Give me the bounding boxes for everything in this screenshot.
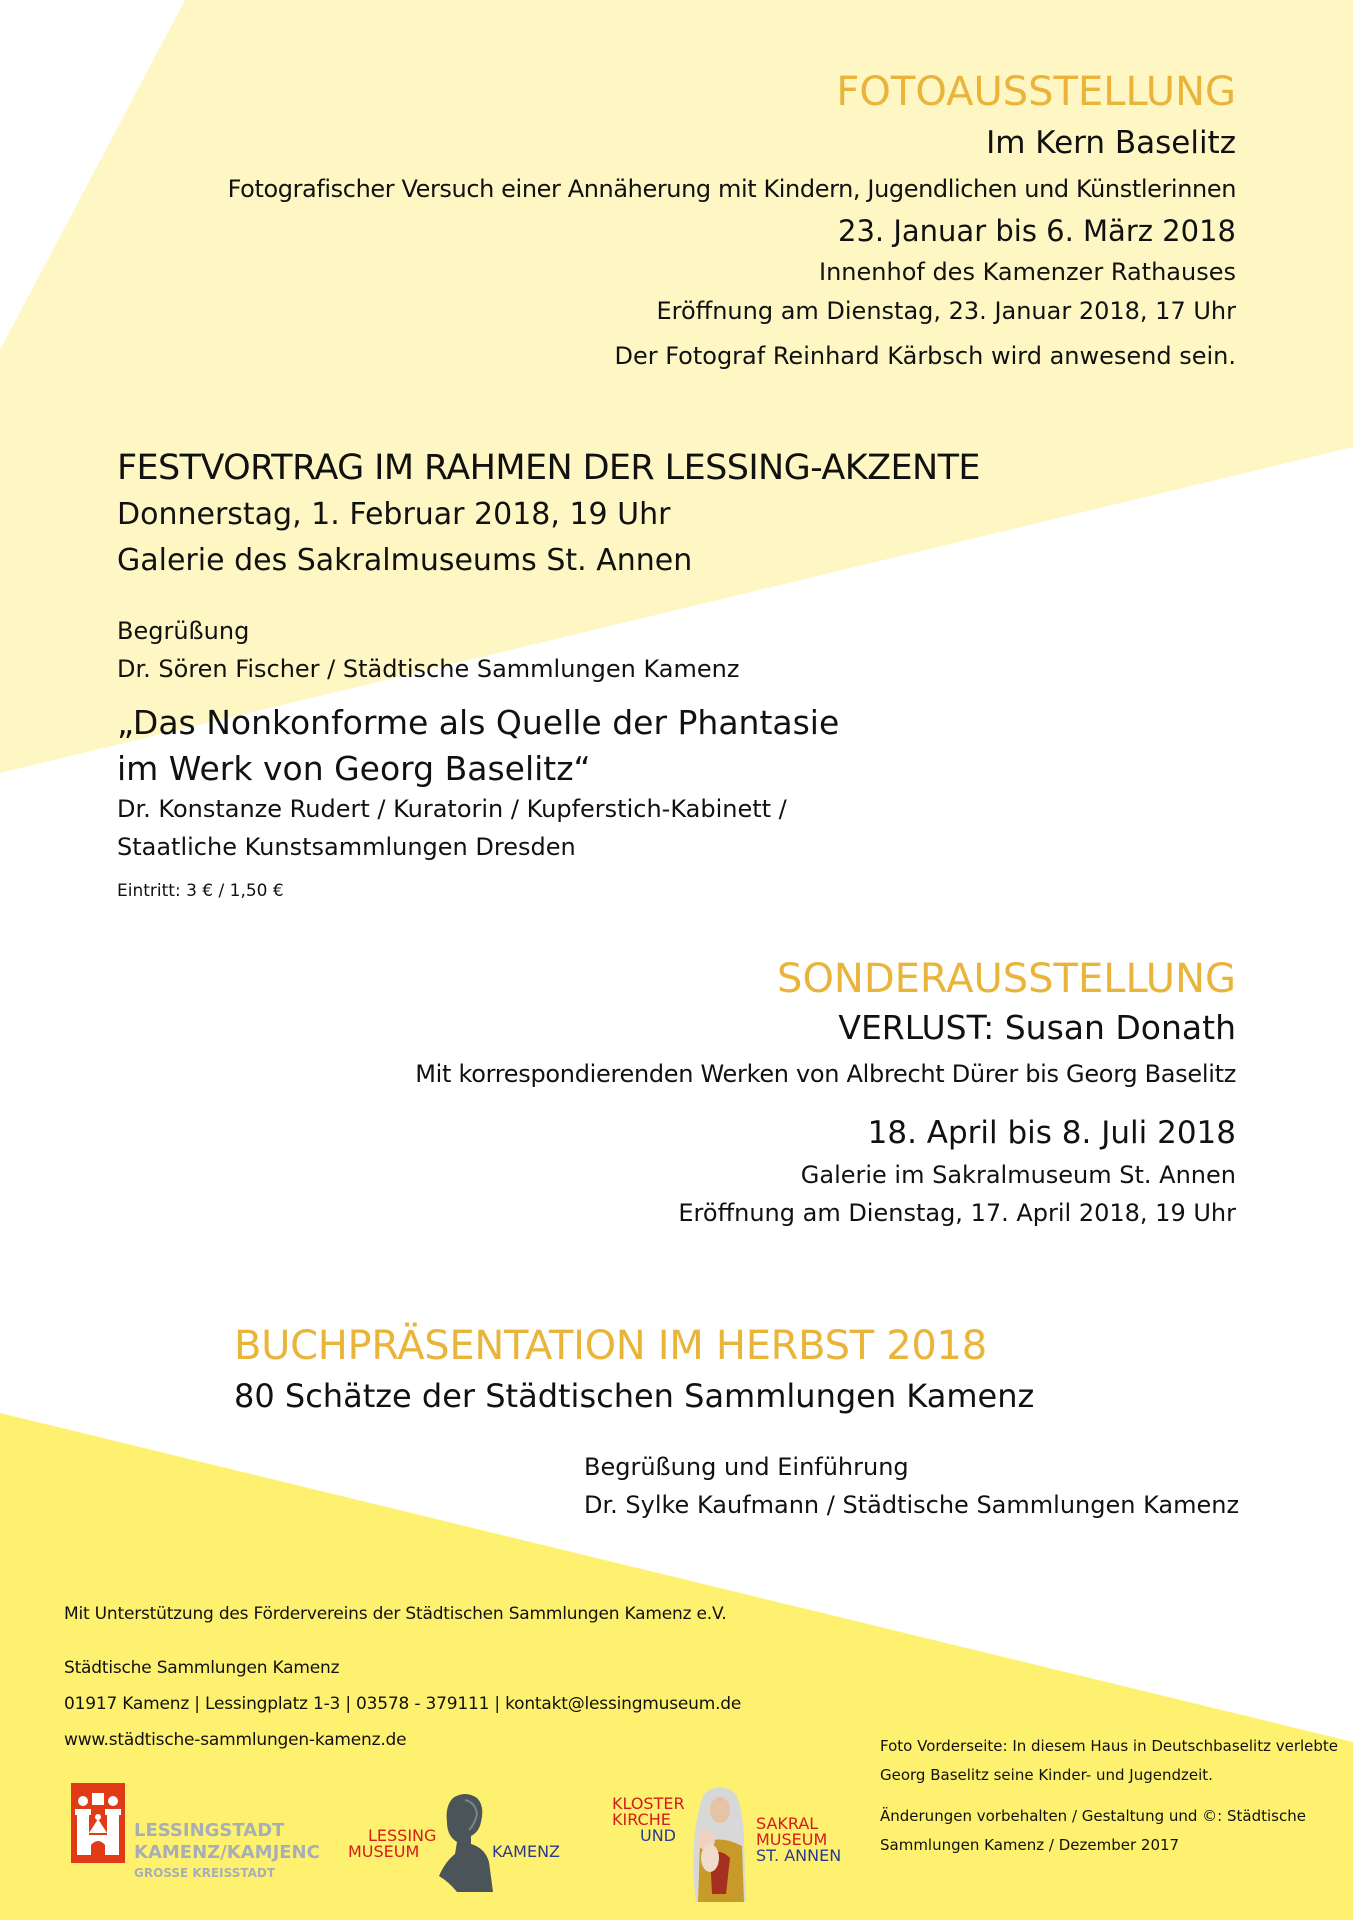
book-title: 80 Schätze der Städtischen Sammlungen Kamenz — [234, 1377, 1035, 1415]
city-logo-line-2: KAMENZ/KAMJENC — [134, 1842, 320, 1863]
photo-note-line-2: Georg Baselitz seine Kinder- und Jugendzeit. — [880, 1766, 1213, 1784]
exhibition-location: Galerie im Sakralmuseum St. Annen — [800, 1161, 1236, 1189]
exhibition-dates: 18. April bis 8. Juli 2018 — [867, 1115, 1236, 1151]
exhibition-opening: Eröffnung am Dienstag, 23. Januar 2018, 17 Uhr — [656, 297, 1236, 325]
exhibition-dates: 23. Januar bis 6. März 2018 — [838, 214, 1236, 248]
talk-title-line-2: im Werk von Georg Baselitz“ — [117, 749, 591, 788]
kloster-logo-word-1: KLOSTER — [612, 1794, 685, 1813]
website-link[interactable]: www.städtische-sammlungen-kamenz.de — [64, 1730, 407, 1750]
lecture-location: Galerie des Sakralmuseums St. Annen — [117, 543, 693, 578]
exhibition-opening: Eröffnung am Dienstag, 17. April 2018, 19 Uhr — [678, 1199, 1236, 1227]
section-heading: SONDERAUSSTELLUNG — [777, 956, 1236, 1002]
lessing-logo-word-3: KAMENZ — [492, 1842, 560, 1861]
book-greeting — [584, 1448, 1239, 1524]
exhibition-title: VERLUST: Susan Donath — [838, 1008, 1236, 1047]
organization-name: Städtische Sammlungen Kamenz — [64, 1658, 340, 1678]
kloster-logo-word-4: SAKRAL — [756, 1814, 819, 1833]
section-festvortrag — [117, 444, 980, 906]
photo-note-line-1: Foto Vorderseite: In diesem Haus in Deutschbaselitz verlebte — [880, 1737, 1339, 1755]
kloster-logo-word-6: ST. ANNEN — [756, 1846, 842, 1865]
credits-line-2: Sammlungen Kamenz / Dezember 2017 — [880, 1836, 1180, 1854]
section-heading: FOTOAUSSTELLUNG — [836, 69, 1236, 115]
greeting-person: Dr. Sören Fischer / Städtische Sammlungen Kamenz — [117, 655, 740, 683]
contact-address[interactable]: 01917 Kamenz | Lessingplatz 1-3 | 03578 - 379111 | kontakt@lessingmuseum.de — [64, 1694, 742, 1714]
section-buchpraesentation — [234, 1318, 1034, 1418]
speaker-line-1: Dr. Konstanze Rudert / Kuratorin / Kupferstich-Kabinett / — [117, 795, 787, 823]
madonna-sculpture-icon — [690, 1784, 750, 1902]
logo-klosterkirche-sakralmuseum — [612, 1772, 862, 1902]
lessing-bust-icon — [435, 1792, 497, 1892]
support-note: Mit Unterstützung des Fördervereins der Städtischen Sammlungen Kamenz e.V. — [64, 1604, 727, 1624]
logo-lessing-museum — [340, 1772, 580, 1902]
exhibition-subtitle: Mit korrespondierenden Werken von Albrecht Dürer bis Georg Baselitz — [415, 1060, 1236, 1088]
exhibition-title: Im Kern Baselitz — [986, 125, 1236, 161]
greeting-label: Begrüßung — [117, 617, 250, 645]
city-logo-line-1: LESSINGSTADT — [134, 1820, 285, 1841]
credits-line-1: Änderungen vorbehalten / Gestaltung und ©: Städtische — [880, 1807, 1306, 1825]
section-heading: BUCHPRÄSENTATION IM HERBST 2018 — [234, 1323, 987, 1369]
talk-title-line-1: „Das Nonkonforme als Quelle der Phantasie — [117, 703, 840, 742]
lessing-logo-word-1: LESSING — [368, 1826, 437, 1845]
kloster-logo-word-2: KIRCHE — [612, 1810, 671, 1829]
greeting-label: Begrüßung und Einführung — [584, 1453, 909, 1481]
kloster-logo-word-5: MUSEUM — [756, 1830, 828, 1849]
footer-notes — [880, 1732, 1338, 1860]
footer-contact — [64, 1596, 741, 1758]
city-logo-line-3: GROSSE KREISSTADT — [134, 1866, 276, 1880]
lessing-logo-word-2: MUSEUM — [348, 1842, 420, 1861]
admission-price: Eintritt: 3 € / 1,50 € — [117, 881, 284, 901]
exhibition-note: Der Fotograf Reinhard Kärbsch wird anwesend sein. — [614, 342, 1236, 370]
section-heading: FESTVORTRAG IM RAHMEN DER LESSING-AKZENTE — [117, 448, 980, 488]
lecture-date: Donnerstag, 1. Februar 2018, 19 Uhr — [117, 497, 671, 532]
exhibition-location: Innenhof des Kamenzer Rathauses — [819, 258, 1236, 286]
logo-lessingstadt-kamenz — [70, 1782, 330, 1892]
kloster-logo-word-3: UND — [640, 1826, 676, 1845]
section-sonderausstellung — [415, 952, 1236, 1232]
greeting-person: Dr. Sylke Kaufmann / Städtische Sammlungen Kamenz — [584, 1491, 1240, 1519]
section-fotoausstellung — [228, 66, 1236, 378]
exhibition-subtitle: Fotografischer Versuch einer Annäherung mit Kindern, Jugendlichen und Künstlerinnen — [227, 175, 1236, 203]
speaker-line-2: Staatliche Kunstsammlungen Dresden — [117, 833, 576, 861]
city-coat-of-arms-icon — [71, 1783, 125, 1863]
